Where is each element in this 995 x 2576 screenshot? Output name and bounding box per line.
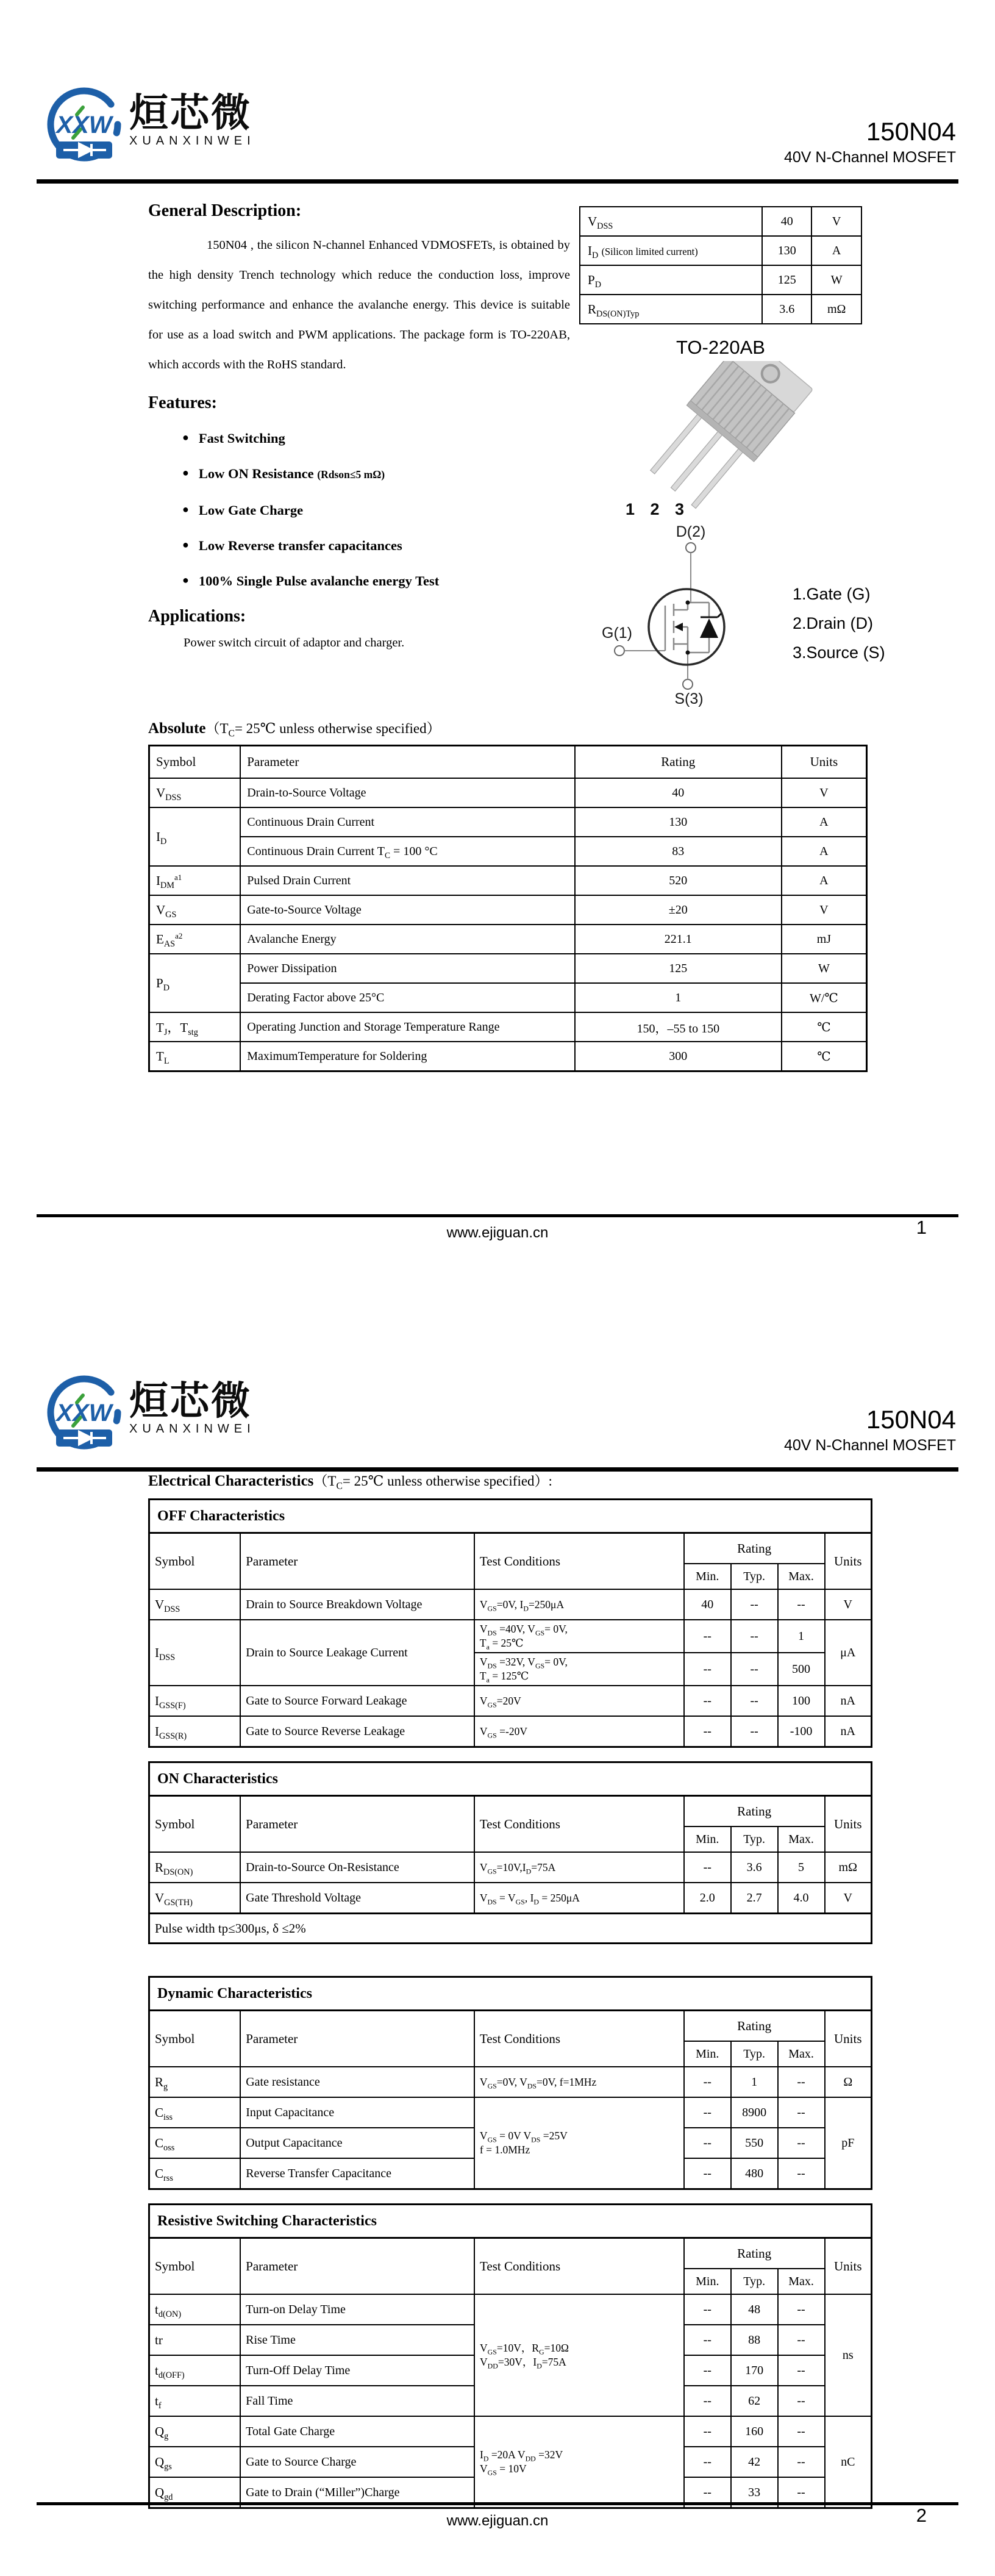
page-2 <box>0 1288 995 2576</box>
table-cell: A <box>782 807 867 837</box>
table-cell: -- <box>684 1620 731 1653</box>
table-cell: -- <box>778 2325 825 2355</box>
part-number: 150N04 <box>866 117 956 146</box>
table-cell: Gate to Drain (“Miller”)Charge <box>240 2477 474 2508</box>
col-typ: Typ. <box>731 1564 778 1589</box>
feature-item: ● Low Gate Charge <box>182 492 570 528</box>
table-cell: 170 <box>731 2355 778 2386</box>
table-cell: $Q_{gs}$ <box>149 2447 241 2477</box>
spec-value: 3.6 <box>762 295 811 324</box>
table-cell: -- <box>778 2097 825 2128</box>
col-test-conditions: Test Conditions <box>474 2011 684 2067</box>
section-title: Dynamic Characteristics <box>149 1977 872 2011</box>
col-symbol: Symbol <box>149 1796 241 1853</box>
table-cell: V <box>825 1589 872 1620</box>
off-characteristics-table <box>148 1498 872 1748</box>
table-cell: $V_{DSS}$ <box>149 778 241 807</box>
table-cell: 33 <box>731 2477 778 2508</box>
table-row <box>149 2416 872 2447</box>
table-cell: $V_{DS} =40V$, $V_{GS}= 0V$, $T_a$ = 25℃ <box>474 1620 684 1653</box>
table-cell: W <box>782 954 867 983</box>
table-row <box>149 807 867 837</box>
table-cell: Continuous Drain Current $T_C = 100$ °C <box>240 837 575 866</box>
header-part-block <box>784 118 956 166</box>
table-cell: 88 <box>731 2325 778 2355</box>
table-cell: nA <box>825 1716 872 1747</box>
table-cell: Fall Time <box>240 2386 474 2416</box>
table-cell: $T_J$，$T_{stg}$ <box>149 1012 241 1042</box>
package-image <box>596 361 840 524</box>
table-cell: $R_g$ <box>149 2067 241 2097</box>
table-cell: -- <box>684 1653 731 1686</box>
col-min: Min. <box>684 1826 731 1852</box>
table-row <box>580 265 861 295</box>
logo-wordmark <box>129 85 255 148</box>
footer-url: www.ejiguan.cn <box>446 2513 549 2529</box>
part-subtitle: 40V N-Channel MOSFET <box>783 149 956 166</box>
col-rating: Rating <box>575 746 782 779</box>
table-cell: 500 <box>778 1653 825 1686</box>
table-cell: $V_{GS}=20V$ <box>474 1686 684 1716</box>
table-cell: Pulsed Drain Current <box>240 866 575 895</box>
col-typ: Typ. <box>731 2041 778 2067</box>
col-typ: Typ. <box>731 1826 778 1852</box>
table-cell: $V_{DS} =32V$, $V_{GS}= 0V$, $T_a$ = 125℃ <box>474 1653 684 1686</box>
on-characteristics-table <box>148 1761 872 1944</box>
section-title: Resistive Switching Characteristics <box>149 2205 872 2238</box>
table-cell: $P_D$ <box>149 954 241 1012</box>
table-cell: $R_{DS(ON)}$ <box>149 1852 241 1883</box>
table-cell: -- <box>684 1716 731 1747</box>
logo-monogram: XXW <box>56 1400 112 1426</box>
table-cell: Total Gate Charge <box>240 2416 474 2447</box>
col-test-conditions: Test Conditions <box>474 1533 684 1590</box>
table-cell: 42 <box>731 2447 778 2477</box>
table-cell: mΩ <box>825 1852 872 1883</box>
table-cell: 4.0 <box>778 1883 825 1914</box>
table-cell: 1 <box>731 2067 778 2097</box>
col-units: Units <box>825 2011 872 2067</box>
spec-unit: V <box>811 207 861 236</box>
table-row <box>149 866 867 895</box>
col-symbol: Symbol <box>149 2011 241 2067</box>
company-name-cn: 烜芯微 <box>129 1379 252 1423</box>
company-logo-icon <box>45 85 124 166</box>
table-row <box>149 2294 872 2325</box>
table-cell: 550 <box>731 2128 778 2158</box>
pulse-width-note: Pulse width tp≤300μs, δ ≤2% <box>149 1914 872 1944</box>
features-list <box>148 420 570 598</box>
drain-pin-label: D(2) <box>676 524 706 540</box>
table-cell: nA <box>825 1686 872 1716</box>
col-units: Units <box>825 1796 872 1853</box>
table-cell: $V_{GS}=0V$, $V_{DS}=0V$, f=1MHz <box>474 2067 684 2097</box>
table-header-row <box>149 2238 872 2269</box>
table-cell: $C_{iss}$ <box>149 2097 241 2128</box>
col-min: Min. <box>684 1564 731 1589</box>
table-cell: Turn-Off Delay Time <box>240 2355 474 2386</box>
table-row <box>580 236 861 265</box>
table-cell: Gate Threshold Voltage <box>240 1883 474 1914</box>
col-test-conditions: Test Conditions <box>474 2238 684 2295</box>
table-cell: -- <box>684 2416 731 2447</box>
table-cell: Derating Factor above 25°C <box>240 983 575 1012</box>
table-cell: 48 <box>731 2294 778 2325</box>
table-cell: 1 <box>778 1620 825 1653</box>
table-cell: $T_L$ <box>149 1042 241 1072</box>
table-cell: -- <box>778 2158 825 2189</box>
spec-value: 40 <box>762 207 811 236</box>
features-heading: Features: <box>148 393 217 412</box>
table-row <box>149 837 867 866</box>
general-description-heading: General Description: <box>148 201 302 220</box>
table-section-row <box>149 1977 872 2011</box>
table-cell: mJ <box>782 925 867 954</box>
pin-legend-drain: 2.Drain (D) <box>793 614 874 632</box>
col-parameter: Parameter <box>240 1533 474 1590</box>
page1-left-column <box>148 201 570 650</box>
table-cell: Continuous Drain Current <box>240 807 575 837</box>
table-row <box>149 1589 872 1620</box>
table-cell: Rise Time <box>240 2325 474 2355</box>
table-row <box>149 2097 872 2128</box>
table-header-row <box>149 1533 872 1564</box>
applications-heading: Applications: <box>148 607 246 626</box>
table-cell: $t_{d(ON)}$ <box>149 2294 241 2325</box>
table-cell: -- <box>731 1620 778 1653</box>
table-cell: 2.0 <box>684 1883 731 1914</box>
table-cell: Operating Junction and Storage Temperature Range <box>240 1012 575 1042</box>
spec-symbol: $R_{DS(ON)Typ}$ <box>580 295 762 324</box>
table-cell: ns <box>825 2294 872 2416</box>
table-row <box>149 983 867 1012</box>
applications-text: Power switch circuit of adaptor and charger. <box>184 636 405 649</box>
table-cell: Turn-on Delay Time <box>240 2294 474 2325</box>
table-cell: -- <box>731 1653 778 1686</box>
page1-right-column <box>579 206 960 707</box>
table-cell: $V_{GS(TH)}$ <box>149 1883 241 1914</box>
table-cell: Ω <box>825 2067 872 2097</box>
quick-specs-table <box>579 206 862 324</box>
table-cell: $Q_g$ <box>149 2416 241 2447</box>
ec-title-strong: Electrical Characteristics <box>148 1473 314 1489</box>
general-description-text: 150N04 , the silicon N-channel Enhanced VDMOSFETs, is obtained by the high density Trench technology which reduce the conduction loss, improve switching performance and enhance the avalanche energy. This device is suitable for use as a load switch and PWM applications. The package form is TO-220AB, which accords with the RoHS standard. <box>148 238 570 371</box>
table-cell: ℃ <box>782 1042 867 1072</box>
table-cell: Drain-to-Source Voltage <box>240 778 575 807</box>
table-cell: 125 <box>575 954 782 983</box>
table-cell: $V_{GS}=10V$，$R_G=10\Omega$ $V_{DD}=30V$，$I_D=75A$ <box>474 2294 684 2416</box>
table-note-row <box>149 1914 872 1944</box>
table-cell: V <box>782 778 867 807</box>
table-cell: $V_{DS} = V_{GS}$, $I_D = 250\mu A$ <box>474 1883 684 1914</box>
table-cell: -- <box>684 1852 731 1883</box>
footer-rule <box>37 2502 958 2505</box>
table-row <box>149 1042 867 1072</box>
table-cell: -- <box>684 2067 731 2097</box>
table-cell: $C_{oss}$ <box>149 2128 241 2158</box>
table-cell: 221.1 <box>575 925 782 954</box>
col-parameter: Parameter <box>240 1796 474 1853</box>
spec-unit: W <box>811 265 861 295</box>
resistive-switching-table <box>148 2203 872 2509</box>
absolute-ratings-table <box>148 745 868 1072</box>
table-header-row <box>149 1796 872 1827</box>
company-name-en: XUANXINWEI <box>129 1422 255 1436</box>
table-cell: $V_{GS} = 0V$ $V_{DS} =25V$ f = 1.0MHz <box>474 2097 684 2189</box>
brand-logo <box>45 85 255 166</box>
table-cell: Gate resistance <box>240 2067 474 2097</box>
table-row <box>580 295 861 324</box>
table-row <box>149 1852 872 1883</box>
table-cell: $E_{AS}^{a2}$ <box>149 925 241 954</box>
feature-item: ● 100% Single Pulse avalanche energy Test <box>182 563 570 598</box>
table-cell: 1 <box>575 983 782 1012</box>
col-max: Max. <box>778 1564 825 1589</box>
table-cell: nC <box>825 2416 872 2508</box>
table-cell: -- <box>684 2128 731 2158</box>
logo-wordmark <box>129 1373 255 1436</box>
table-cell: W/℃ <box>782 983 867 1012</box>
table-cell: -- <box>684 2325 731 2355</box>
feature-item: ● Low Reverse transfer capacitances <box>182 528 570 563</box>
table-cell: 100 <box>778 1686 825 1716</box>
absolute-title-strong: Absolute <box>148 720 206 737</box>
table-cell: 160 <box>731 2416 778 2447</box>
table-cell: 300 <box>575 1042 782 1072</box>
table-cell: -100 <box>778 1716 825 1747</box>
table-cell: A <box>782 837 867 866</box>
absolute-title-condition: （$T_C=$ 25℃ unless otherwise specified） <box>205 721 441 739</box>
part-number: 150N04 <box>866 1405 956 1434</box>
table-cell: -- <box>731 1716 778 1747</box>
col-typ: Typ. <box>731 2269 778 2294</box>
table-section-row <box>149 2205 872 2238</box>
table-cell: MaximumTemperature for Soldering <box>240 1042 575 1072</box>
table-cell: $I_{DSS}$ <box>149 1620 241 1686</box>
table-cell: -- <box>731 1686 778 1716</box>
table-cell: Gate to Source Forward Leakage <box>240 1686 474 1716</box>
table-cell: Gate to Source Charge <box>240 2447 474 2477</box>
brand-logo <box>45 1373 255 1454</box>
absolute-ratings-title <box>148 717 868 737</box>
table-cell: -- <box>684 1686 731 1716</box>
table-row <box>149 1716 872 1747</box>
package-pins-label: 1 2 3 <box>626 500 690 518</box>
company-name-cn: 烜芯微 <box>129 91 252 135</box>
table-cell: V <box>825 1883 872 1914</box>
spec-value: 125 <box>762 265 811 295</box>
table-cell: Drain-to-Source On-Resistance <box>240 1852 474 1883</box>
table-cell: $Q_{gd}$ <box>149 2477 241 2508</box>
table-cell: Avalanche Energy <box>240 925 575 954</box>
table-cell: $V_{GS}$ <box>149 895 241 925</box>
table-cell: 2.7 <box>731 1883 778 1914</box>
table-cell: 5 <box>778 1852 825 1883</box>
table-cell: Reverse Transfer Capacitance <box>240 2158 474 2189</box>
table-cell: -- <box>684 2477 731 2508</box>
table-row <box>149 1620 872 1653</box>
section-title: OFF Characteristics <box>149 1500 872 1533</box>
schematic-row <box>579 524 960 707</box>
electrical-characteristics-title <box>148 1470 872 1490</box>
pin-legend <box>793 524 885 707</box>
feature-item: ● Low ON Resistance (Rdson≤5 mΩ) <box>182 456 570 492</box>
logo-monogram: XXW <box>56 112 112 138</box>
table-cell: -- <box>778 2128 825 2158</box>
table-cell: $V_{GS} =-20V$ <box>474 1716 684 1747</box>
table-cell: $I_{GSS(R)}$ <box>149 1716 241 1747</box>
table-cell: A <box>782 866 867 895</box>
table-cell: V <box>782 895 867 925</box>
table-cell: 3.6 <box>731 1852 778 1883</box>
col-rating: Rating <box>684 2011 825 2042</box>
page-number: 1 <box>916 1217 927 1238</box>
source-pin-label: S(3) <box>674 690 704 707</box>
table-cell: 150，–55 to 150 <box>575 1012 782 1042</box>
header-rule <box>37 179 958 184</box>
col-units: Units <box>782 746 867 779</box>
page-number: 2 <box>916 2505 927 2526</box>
table-cell: 8900 <box>731 2097 778 2128</box>
table-cell: Drain to Source Breakdown Voltage <box>240 1589 474 1620</box>
spec-unit: A <box>811 236 861 265</box>
electrical-characteristics-section <box>148 1470 872 2509</box>
table-cell: -- <box>778 2355 825 2386</box>
col-rating: Rating <box>684 1533 825 1564</box>
table-cell: $V_{DSS}$ <box>149 1589 241 1620</box>
table-row <box>149 778 867 807</box>
spec-value: 130 <box>762 236 811 265</box>
col-min: Min. <box>684 2041 731 2067</box>
table-cell: -- <box>778 2386 825 2416</box>
dynamic-characteristics-table <box>148 1976 872 2190</box>
table-cell: Gate to Source Reverse Leakage <box>240 1716 474 1747</box>
col-parameter: Parameter <box>240 746 575 779</box>
table-cell: Drain to Source Leakage Current <box>240 1620 474 1686</box>
section-title: ON Characteristics <box>149 1762 872 1796</box>
col-symbol: Symbol <box>149 2238 241 2295</box>
table-cell: $I_D$ <box>149 807 241 866</box>
spec-symbol: $V_{DSS}$ <box>580 207 762 236</box>
gate-pin-label: G(1) <box>602 624 632 642</box>
table-row <box>149 1686 872 1716</box>
table-cell: -- <box>778 2416 825 2447</box>
col-units: Units <box>825 1533 872 1590</box>
table-row <box>149 925 867 954</box>
table-cell: Power Dissipation <box>240 954 575 983</box>
pin-legend-source: 3.Source (S) <box>793 643 885 662</box>
table-cell: -- <box>684 2097 731 2128</box>
spec-symbol: $P_D$ <box>580 265 762 295</box>
col-rating: Rating <box>684 1796 825 1827</box>
col-rating: Rating <box>684 2238 825 2269</box>
col-max: Max. <box>778 2269 825 2294</box>
col-parameter: Parameter <box>240 2238 474 2295</box>
table-cell: 130 <box>575 807 782 837</box>
table-row <box>580 207 861 236</box>
spec-unit: mΩ <box>811 295 861 324</box>
table-cell: tr <box>149 2325 241 2355</box>
col-units: Units <box>825 2238 872 2295</box>
table-cell: -- <box>684 2294 731 2325</box>
table-cell: $V_{GS}=10V,I_D=75A$ <box>474 1852 684 1883</box>
table-cell: $t_{d(OFF)}$ <box>149 2355 241 2386</box>
table-cell: -- <box>684 2386 731 2416</box>
table-cell: -- <box>684 2355 731 2386</box>
table-row <box>149 1012 867 1042</box>
table-cell: -- <box>731 1589 778 1620</box>
table-cell: Input Capacitance <box>240 2097 474 2128</box>
table-cell: pF <box>825 2097 872 2189</box>
absolute-ratings-section <box>148 717 868 1072</box>
company-logo-icon <box>45 1373 124 1454</box>
table-cell: $C_{rss}$ <box>149 2158 241 2189</box>
pin-legend-gate: 1.Gate (G) <box>793 585 871 603</box>
package-title: TO-220AB <box>676 337 765 358</box>
table-cell: Output Capacitance <box>240 2128 474 2158</box>
table-cell: 40 <box>575 778 782 807</box>
col-symbol: Symbol <box>149 746 241 779</box>
company-name-en: XUANXINWEI <box>129 134 255 148</box>
table-cell: -- <box>778 2477 825 2508</box>
table-header-row <box>149 746 867 779</box>
table-cell: $V_{GS}=0V$, $I_D=250\mu A$ <box>474 1589 684 1620</box>
col-max: Max. <box>778 1826 825 1852</box>
table-cell: μA <box>825 1620 872 1686</box>
footer-rule <box>37 1214 958 1217</box>
table-row <box>149 1883 872 1914</box>
feature-item: ● Fast Switching <box>182 420 570 456</box>
table-cell: $I_{GSS(F)}$ <box>149 1686 241 1716</box>
table-section-row <box>149 1762 872 1796</box>
table-cell: 62 <box>731 2386 778 2416</box>
table-cell: 480 <box>731 2158 778 2189</box>
col-symbol: Symbol <box>149 1533 241 1590</box>
col-max: Max. <box>778 2041 825 2067</box>
table-cell: $I_{DM}^{a1}$ <box>149 866 241 895</box>
table-section-row <box>149 1500 872 1533</box>
table-cell: ±20 <box>575 895 782 925</box>
col-min: Min. <box>684 2269 731 2294</box>
table-cell: -- <box>778 1589 825 1620</box>
table-cell: -- <box>778 2447 825 2477</box>
table-cell: 83 <box>575 837 782 866</box>
mosfet-symbol-diagram <box>596 524 779 707</box>
table-cell: -- <box>684 2447 731 2477</box>
table-cell: -- <box>684 2158 731 2189</box>
part-subtitle: 40V N-Channel MOSFET <box>783 1437 956 1454</box>
table-row <box>149 895 867 925</box>
col-parameter: Parameter <box>240 2011 474 2067</box>
table-row <box>149 954 867 983</box>
header-part-block <box>784 1406 956 1454</box>
table-cell: ℃ <box>782 1012 867 1042</box>
footer-url: www.ejiguan.cn <box>446 1225 549 1241</box>
table-cell: $t_f$ <box>149 2386 241 2416</box>
table-cell: -- <box>778 2294 825 2325</box>
table-cell: $I_D =20A$ $V_{DD} =32V$ $V_{GS} = 10V$ <box>474 2416 684 2508</box>
col-test-conditions: Test Conditions <box>474 1796 684 1853</box>
ec-title-condition: （$T_C=$ 25℃ unless otherwise specified）: <box>313 1473 552 1492</box>
table-cell: Gate-to-Source Voltage <box>240 895 575 925</box>
table-cell: 40 <box>684 1589 731 1620</box>
spec-symbol: $I_D$ (Silicon limited current) <box>580 236 762 265</box>
table-cell: -- <box>778 2067 825 2097</box>
table-header-row <box>149 2011 872 2042</box>
table-cell: 520 <box>575 866 782 895</box>
table-row <box>149 2067 872 2097</box>
